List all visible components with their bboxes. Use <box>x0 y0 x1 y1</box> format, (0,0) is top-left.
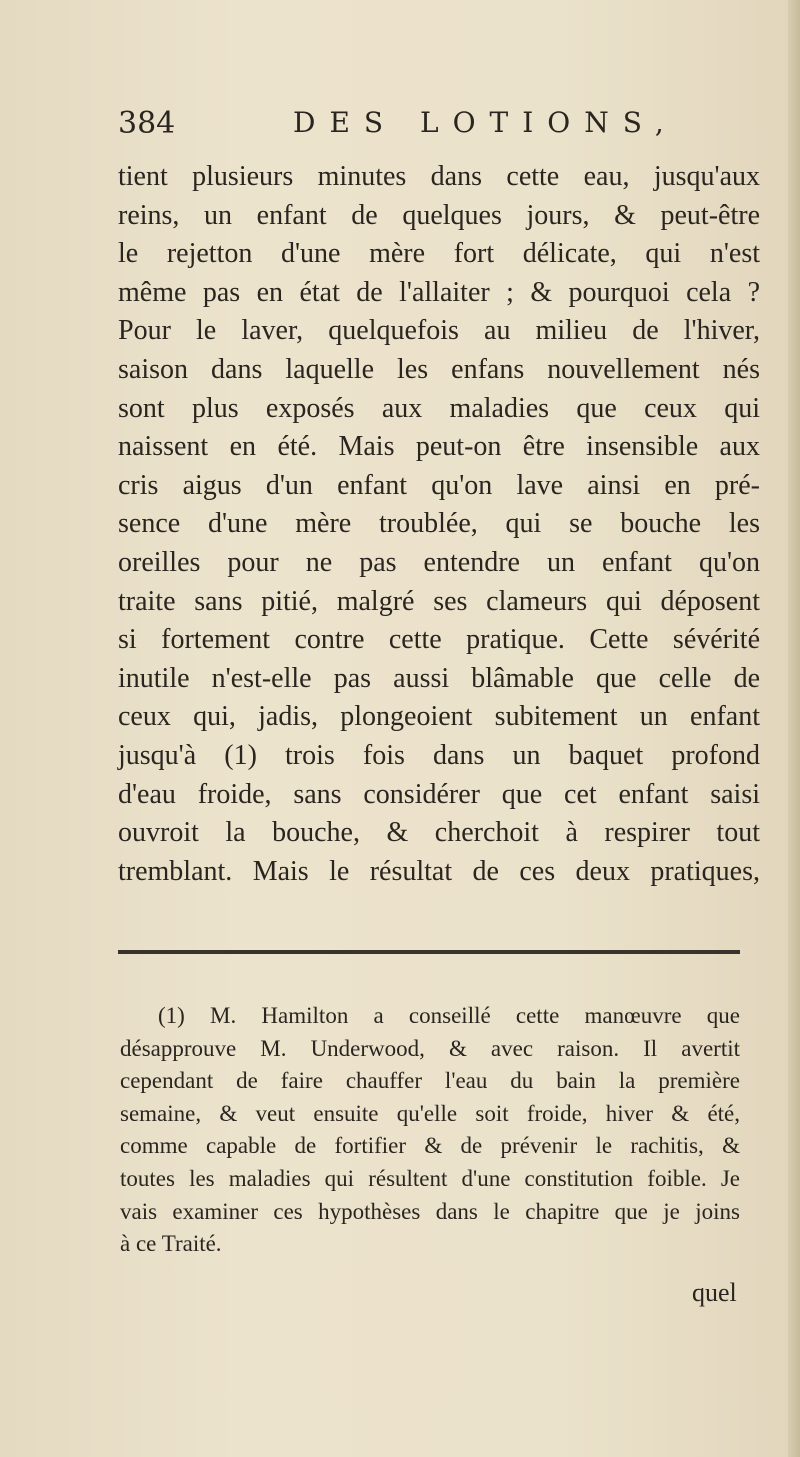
footnote-line: toutes les maladies qui résultent d'une constitution foible. Je <box>120 1165 740 1191</box>
page-edge <box>788 0 800 1457</box>
body-line: saison dans laquelle les enfans nouvellement nés <box>118 353 760 385</box>
body-line: d'eau froide, sans considérer que cet enfant saisi <box>118 778 760 810</box>
body-text <box>118 158 760 891</box>
page-header <box>118 100 758 150</box>
footnote-line: comme capable de fortifier & de prévenir le rachitis, & <box>120 1133 740 1159</box>
body-line: tremblant. Mais le résultat de ces deux pratiques, <box>118 855 760 887</box>
footnote-line: semaine, & veut ensuite qu'elle soit froide, hiver & été, <box>120 1100 740 1126</box>
body-line: jusqu'à (1) trois fois dans un baquet profond <box>118 739 760 771</box>
body-line: traite sans pitié, malgré ses clameurs qui déposent <box>118 585 760 617</box>
body-line: sence d'une mère troublée, qui se bouche les <box>118 508 760 540</box>
page-number: 384 <box>118 106 176 141</box>
body-line: sont plus exposés aux maladies que ceux qui <box>118 392 760 424</box>
body-line: Pour le laver, quelquefois au milieu de l'hiver, <box>118 315 760 347</box>
body-line: inutile n'est-elle pas aussi blâmable que celle de <box>118 662 760 694</box>
body-line: si fortement contre cette pratique. Cette sévérité <box>118 624 760 656</box>
footnote-rule <box>118 950 740 954</box>
footnote-line: à ce Traité. <box>120 1231 222 1257</box>
body-line: naissent en été. Mais peut-on être insensible aux <box>118 431 760 463</box>
footnote-line: (1) M. Hamilton a conseillé cette manœuvre que <box>158 1003 740 1028</box>
body-line: ceux qui, jadis, plongeoient subitement un enfant <box>118 701 760 733</box>
catchword: quel <box>692 1278 737 1307</box>
body-line: ouvroit la bouche, & cherchoit à respirer tout <box>118 817 760 849</box>
footnote <box>120 1000 740 1261</box>
footnote-line: cependant de faire chauffer l'eau du bain la première <box>120 1068 740 1094</box>
body-line: cris aigus d'un enfant qu'on lave ainsi en pré- <box>118 469 760 501</box>
body-line: même pas en état de l'allaiter ; & pourquoi cela ? <box>118 276 760 308</box>
footnote-line: vais examiner ces hypothèses dans le chapitre que je joins <box>120 1198 740 1224</box>
footnote-line: désapprouve M. Underwood, & avec raison. Il avertit <box>120 1035 740 1061</box>
running-head: DES LOTIONS, <box>293 106 678 139</box>
body-line: tient plusieurs minutes dans cette eau, jusqu'aux <box>118 161 760 192</box>
body-line: reins, un enfant de quelques jours, & peut-être <box>118 199 760 231</box>
body-line: oreilles pour ne pas entendre un enfant qu'on <box>118 546 760 578</box>
body-line: le rejetton d'une mère fort délicate, qui n'est <box>118 238 760 270</box>
